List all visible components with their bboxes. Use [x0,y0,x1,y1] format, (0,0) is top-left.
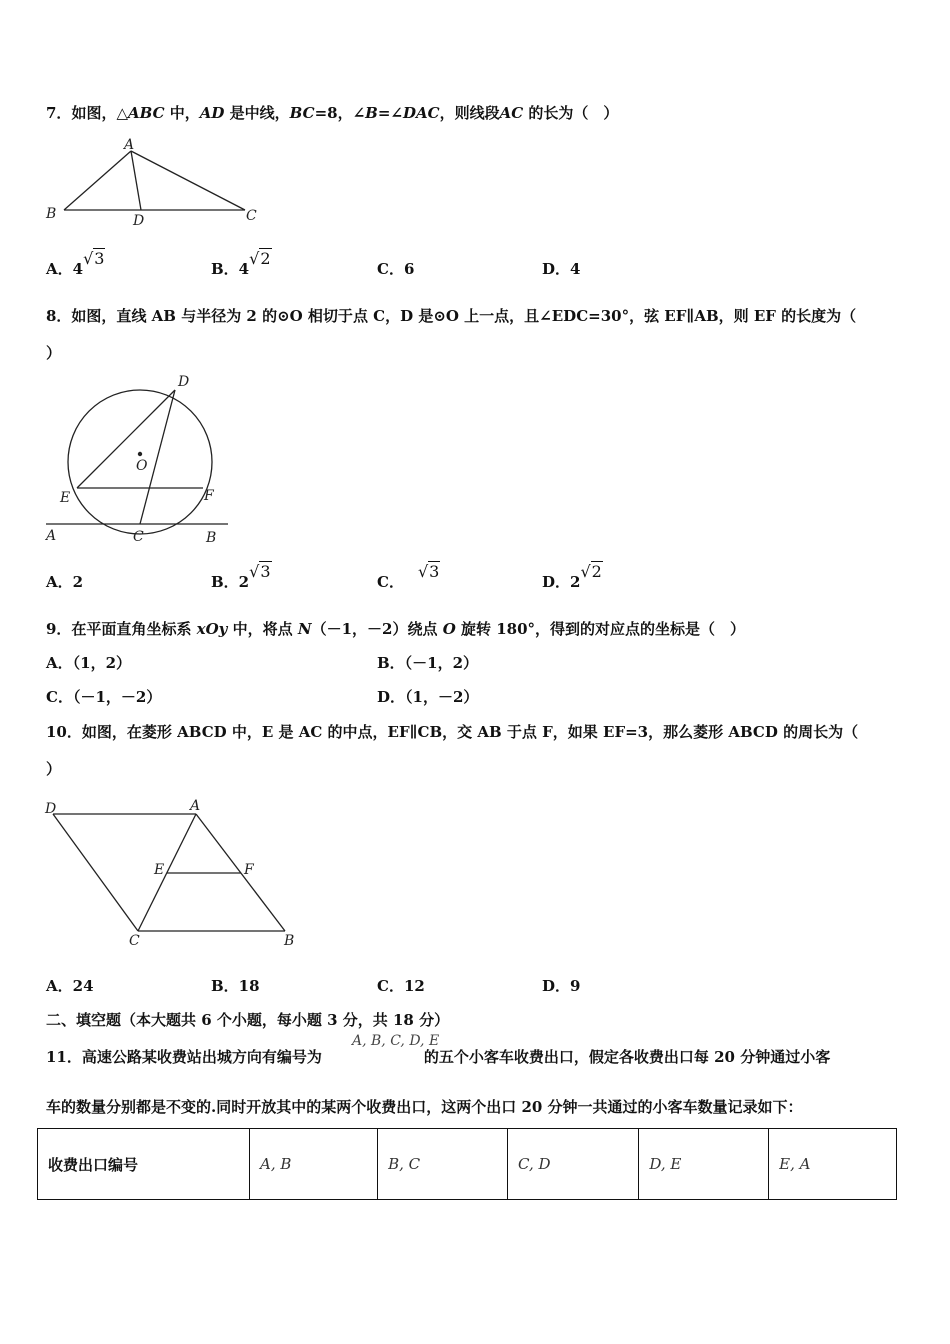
q7-stem: 7．如图，△ABC 中，AD 是中线，BC=8，∠B=∠DAC，则线段AC 的长为（ ） [46,104,619,122]
segment-ad [131,151,141,210]
q8-circle-figure [40,372,240,552]
center-point [138,452,142,456]
q8-stem-line1: 8．如图，直线 AB 与半径为 2 的⊙O 相切于点 C，D 是⊙O 上一点，且∠EDC=30°，弦 EF∥AB，则 EF 的长度为（ [46,307,857,325]
label-a: A [46,528,57,544]
label-c: C [133,529,144,545]
label-c: C [246,208,257,224]
q8-option-a[interactable]: A．2 [46,573,84,591]
label-c: C [129,933,140,949]
segment-dc [53,814,138,931]
table-cell: B, C [378,1129,508,1200]
segment-ed [77,390,175,488]
segment-dc [140,390,175,524]
q9-option-a[interactable]: A．（1，2） [46,654,132,672]
q10-stem-line2: ） [46,760,62,778]
label-e: E [60,490,71,506]
sqrt-symbol: √3 [249,562,271,581]
sqrt-symbol: √3 [83,249,105,268]
q10-rhombus-figure [40,796,300,951]
table-header-cell: 收费出口编号 [38,1129,250,1200]
q11-exit-labels: A, B, C, D, E [352,1033,440,1049]
label-a: A [190,798,201,814]
q8-option-b[interactable]: B．2√3 [211,562,271,591]
label-e: E [154,862,165,878]
q10-option-a[interactable]: A．24 [46,977,94,995]
table-cell: A, B [250,1129,378,1200]
q7-option-b[interactable]: B．4√2 [211,249,271,278]
sqrt-symbol: √2 [249,249,271,268]
sqrt-symbol: √3 [417,562,440,581]
table-row [38,1129,897,1200]
q9-option-b[interactable]: B．（－1，2） [377,654,479,672]
q10-stem-line1: 10．如图，在菱形 ABCD 中，E 是 AC 的中点，EF∥CB，交 AB 于点 F，如果 EF=3，那么菱形 ABCD 的周长为（ [46,723,859,741]
label-f: F [204,488,214,504]
q8-option-c[interactable]: C．√3 [377,562,440,591]
q9-stem: 9．在平面直角坐标系 xOy 中，将点 N（－1，－2）绕点 O 旋转 180°，得到的对应点的坐标是（ ） [46,620,746,638]
q7-option-c[interactable]: C．6 [377,260,415,278]
q11-stem-line2: 车的数量分别都是不变的.同时开放其中的某两个收费出口，这两个出口 20 分钟一共通过的小客车数量记录如下： [46,1098,803,1116]
label-f: F [244,862,254,878]
segment-ac [131,151,245,210]
q7-triangle-figure [40,138,270,233]
q10-option-d[interactable]: D．9 [542,977,581,995]
label-d: D [45,801,57,817]
label-b: B [206,530,217,546]
sqrt-symbol: √2 [580,562,602,581]
q8-stem-line2: ） [46,344,62,362]
q7-option-d[interactable]: D．4 [542,260,581,278]
q9-option-d[interactable]: D．（1，－2） [377,688,479,706]
label-o: O [136,458,148,474]
table-cell: C, D [508,1129,639,1200]
q11-stem-line1: 11．高速公路某收费站出城方向有编号为 的五个小客车收费出口，假定各收费出口每 20 分钟通过小客 [46,1048,831,1066]
q10-option-b[interactable]: B．18 [211,977,260,995]
label-d: D [133,213,145,229]
section-2-heading: 二、填空题（本大题共 6 个小题，每小题 3 分，共 18 分） [46,1011,450,1029]
q9-option-c[interactable]: C．（－1，－2） [46,688,162,706]
label-b: B [284,933,295,949]
label-a: A [124,137,135,153]
label-d: D [178,374,190,390]
q11-data-table [37,1128,897,1200]
segment-ab [64,151,131,210]
table-cell: D, E [639,1129,769,1200]
table-cell: E, A [769,1129,897,1200]
q7-option-a[interactable]: A．4√3 [46,249,105,278]
q10-option-c[interactable]: C．12 [377,977,425,995]
q8-option-d[interactable]: D．2√2 [542,562,602,591]
label-b: B [46,206,57,222]
